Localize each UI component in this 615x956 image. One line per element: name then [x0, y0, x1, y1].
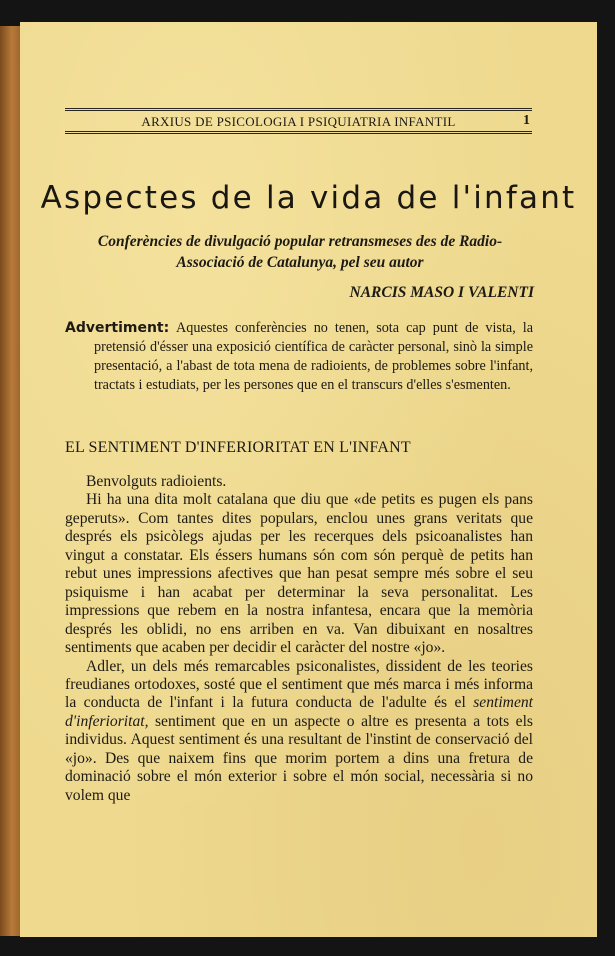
body-paragraph [65, 658, 533, 806]
notice-text: Aquestes conferències no tenen, sota cap punt de vista, la pretensió d'ésser una exposició científica de caràcter personal, sinò la simple presentació, a l'abast de tota mena de radioients, de problemes sobre l'infant, tractats i estudiats, per les persones que en el transcurs d'elles s'esmenten. [94, 320, 533, 393]
body-text: Adler, un dels més remarcables psiconalistes, dissident de les teories freudianes ortodoxes, sosté que el sentiment que més marca i més informa la conducta de l'infant i la futura conducta de l'adulte és el [65, 657, 533, 712]
emphasized-term: sentiment d'inferioritat, [65, 694, 533, 730]
section-heading: EL SENTIMENT D'INFERIORITAT EN L'INFANT [65, 439, 411, 456]
running-header [65, 108, 532, 134]
article-subtitle: Conferències de divulgació popular retransmeses des de Radio-Associació de Catalunya, pel seu autor [97, 233, 503, 271]
salutation: Benvolguts radioients. [86, 473, 227, 490]
notice-block [65, 319, 533, 395]
journal-page [20, 22, 597, 937]
article-body [65, 473, 533, 805]
book-spine-edge [0, 26, 22, 936]
journal-title: ARXIUS DE PSICOLOGIA I PSIQUIATRIA INFANTIL [141, 114, 456, 129]
page-number: 1 [523, 113, 530, 128]
notice-label: Advertiment: [65, 320, 170, 336]
body-text: sentiment que en un aspecte o altre es presenta a tots els individus. Aquest sentiment és una resultant de l'instint de conservació del «jo». Des que naixem fins que morim portem a dins una fretura de dominació sobre el món exterior i sobre el món social, necessària si no volem que [65, 712, 533, 804]
article-author: NARCIS MASO I VALENTI [349, 284, 534, 301]
body-paragraph: Hi ha una dita molt catalana que diu que «de petits es pugen els pans geperuts». Com tantes dites populars, enclou unes grans veritats que després els psicòlegs ajudas per les recerques dels psicoanalistes han vingut a constatar. Els éssers humans són com són perquè de petits han rebut unes impressions afectives que han pesat sempre més sobre el seu psiquisme i han acabat per determinar la seva personalitat. Les impressions que rebem en la nostra infantesa, encara que la memòria després les oblidi, no ens arriben en va. Van dibuixant en nosaltres sentiments que acaben per decidir el caràcter del nostre «jo». [65, 491, 533, 657]
article-title: Aspectes de la vida de l'infant [40, 180, 577, 216]
